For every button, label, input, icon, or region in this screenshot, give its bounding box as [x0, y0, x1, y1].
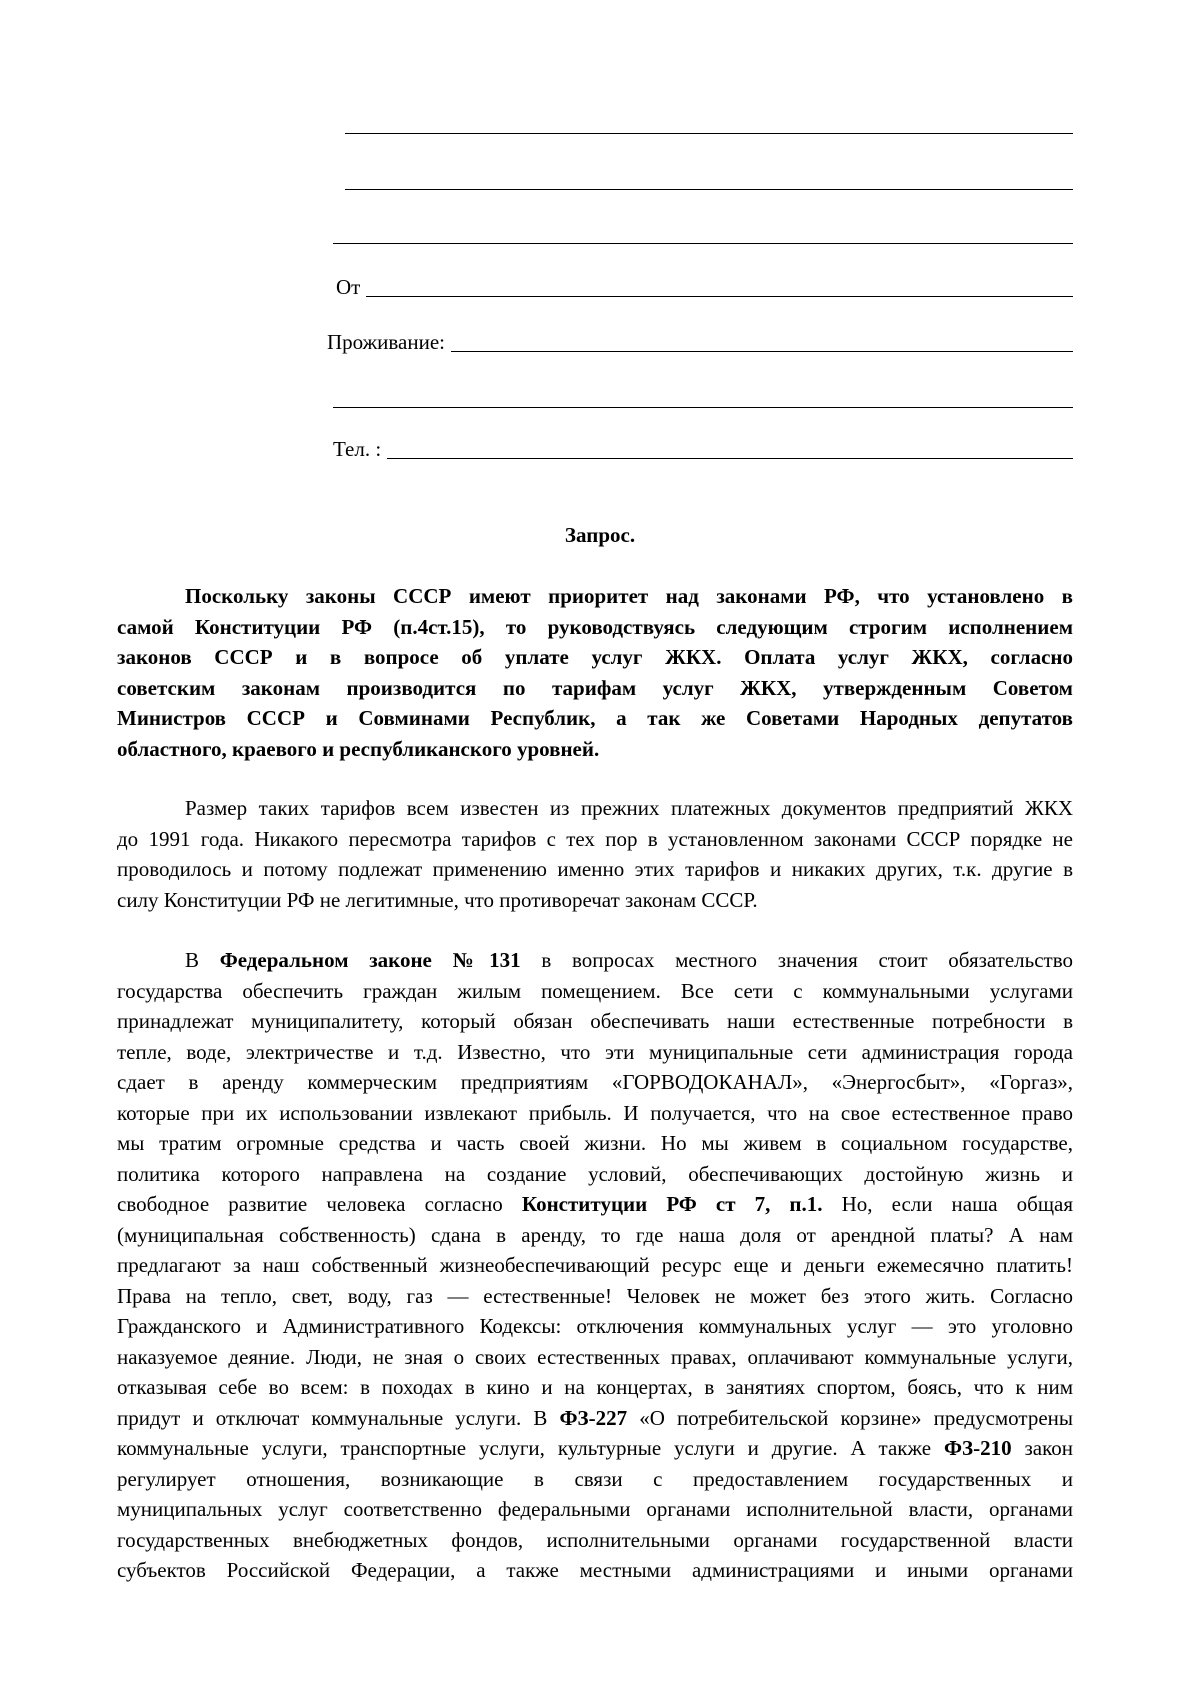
paragraph-line: которые при их использовании извлекают прибыль. И получается, что на свое естественное право — [117, 1100, 1073, 1125]
residence-extra-row — [333, 386, 1073, 410]
paragraph-federal-law-131 — [117, 945, 1073, 1586]
addressee-field-2[interactable] — [345, 169, 1073, 190]
paragraph-line: субъектов Российской Федерации, а также местными администрациями и иными органами — [117, 1558, 1073, 1582]
paragraph-line: тепле, воде, электричестве и т.д. Известно, что эти муниципальные сети администрация города — [117, 1039, 1073, 1064]
paragraph-line: Министров СССР и Совминами Республик, а так же Советами Народных депутатов — [117, 706, 1073, 730]
paragraph-line: принадлежат муниципалитету, который обязан обеспечивать наши естественные потребности в — [117, 1009, 1073, 1033]
residence-label: Проживание: — [327, 330, 445, 354]
paragraph-line: государства обеспечить граждан жилым помещением. Все сети с коммунальными услугами — [117, 978, 1073, 1003]
paragraph-line: регулирует отношения, возникающие в связи с предоставлением государственных и — [117, 1466, 1073, 1491]
fz-227-reference: ФЗ-227 — [559, 1405, 628, 1430]
paragraph-tariff-size — [117, 793, 1073, 915]
paragraph-line: Размер таких тарифов всем известен из прежних платежных документов предприятий ЖКХ — [185, 796, 1073, 820]
paragraph-line: В Федеральном законе №131 в вопросах местного значения стоит обязательство — [185, 948, 1073, 972]
paragraph-line: законов СССР и в вопросе об уплате услуг ЖКХ. Оплата услуг ЖКХ, согласно — [117, 645, 1073, 669]
fz-210-reference: ФЗ-210 — [943, 1436, 1012, 1460]
document-title: Запрос. — [564, 523, 636, 547]
paragraph-line: проводилось и потому подлежат применению именно этих тарифов и никаких других, т.к. другие в — [117, 857, 1073, 881]
paragraph-line: государственных внебюджетных фондов, исполнительными органами государственной власти — [117, 1527, 1073, 1552]
from-field[interactable] — [366, 276, 1073, 297]
addressee-line-2 — [345, 168, 1073, 192]
residence-extra-field[interactable] — [333, 387, 1073, 408]
paragraph-line: предлагают за наш собственный жизнеобеспечивающий ресурс еще и деньги ежемесячно платить! — [117, 1253, 1073, 1277]
paragraph-line: областного, краевого и республиканского уровней. — [117, 736, 600, 761]
paragraph-line: Права на тепло, свет, воду, газ — естественные! Человек не может без этого жить. Согласно — [117, 1283, 1073, 1308]
phone-row — [333, 437, 1073, 461]
addressee-line-3 — [333, 222, 1073, 246]
addressee-line-1 — [345, 112, 1073, 136]
phone-label: Тел. : — [333, 437, 382, 461]
paragraph-line: Поскольку законы СССР имеют приоритет над законами РФ, что установлено в — [185, 584, 1073, 608]
paragraph-line: придут и отключат коммунальные услуги. В ФЗ-227 «О потребительской корзине» предусмотрены — [117, 1405, 1074, 1430]
phone-field[interactable] — [387, 438, 1073, 459]
paragraph-line: самой Конституции РФ (п.4ст.15), то руководствуясь следующим строгим исполнением — [117, 614, 1073, 639]
addressee-field-1[interactable] — [345, 113, 1073, 134]
paragraph-soviet-law-priority — [117, 581, 1073, 764]
paragraph-line: свободное развитие человека согласно Конституции РФ ст 7, п.1. Но, если наша общая — [117, 1192, 1074, 1216]
paragraph-line: силу Конституции РФ не легитимные, что противоречат законам СССР. — [117, 887, 758, 912]
from-row — [336, 275, 1073, 299]
residence-row — [327, 330, 1073, 354]
paragraph-line: советским законам производится по тарифам услуг ЖКХ, утвержденным Советом — [117, 675, 1073, 700]
paragraph-line: мы тратим огромные средства и часть своей жизни. Но мы живем в социальном государстве, — [117, 1131, 1073, 1155]
paragraph-line: сдает в аренду коммерческим предприятиям «ГОРВОДОКАНАЛ», «Энергосбыт», «Горгаз», — [117, 1070, 1073, 1094]
paragraph-line: коммунальные услуги, транспортные услуги, культурные услуги и другие. А также ФЗ-210 закон — [117, 1436, 1073, 1460]
paragraph-line: муниципальных услуг соответственно федеральными органами исполнительной власти, органами — [117, 1497, 1073, 1521]
paragraph-line: наказуемое деяние. Люди, не зная о своих естественных правах, оплачивают коммунальные услуги, — [117, 1344, 1073, 1369]
from-label: От — [336, 275, 361, 299]
paragraph-line: до 1991 года. Никакого пересмотра тарифов с тех пор в установленном законами СССР порядке не — [117, 826, 1073, 851]
residence-field[interactable] — [451, 331, 1073, 352]
paragraph-line: (муниципальная собственность) сдана в аренду, то где наша доля от арендной платы? А нам — [117, 1222, 1073, 1247]
paragraph-line: Гражданского и Административного Кодексы: отключения коммунальных услуг — это уголовно — [117, 1314, 1073, 1338]
constitution-reference: Конституции РФ ст 7, п.1. — [521, 1192, 823, 1216]
addressee-field-3[interactable] — [333, 223, 1073, 244]
paragraph-line: отказывая себе во всем: в походах в кино и на концертах, в занятиях спортом, боясь, что к ним — [117, 1375, 1073, 1399]
paragraph-line: политика которого направлена на создание условий, обеспечивающих достойную жизнь и — [117, 1161, 1073, 1186]
law-131-reference: Федеральном законе №131 — [219, 948, 521, 972]
